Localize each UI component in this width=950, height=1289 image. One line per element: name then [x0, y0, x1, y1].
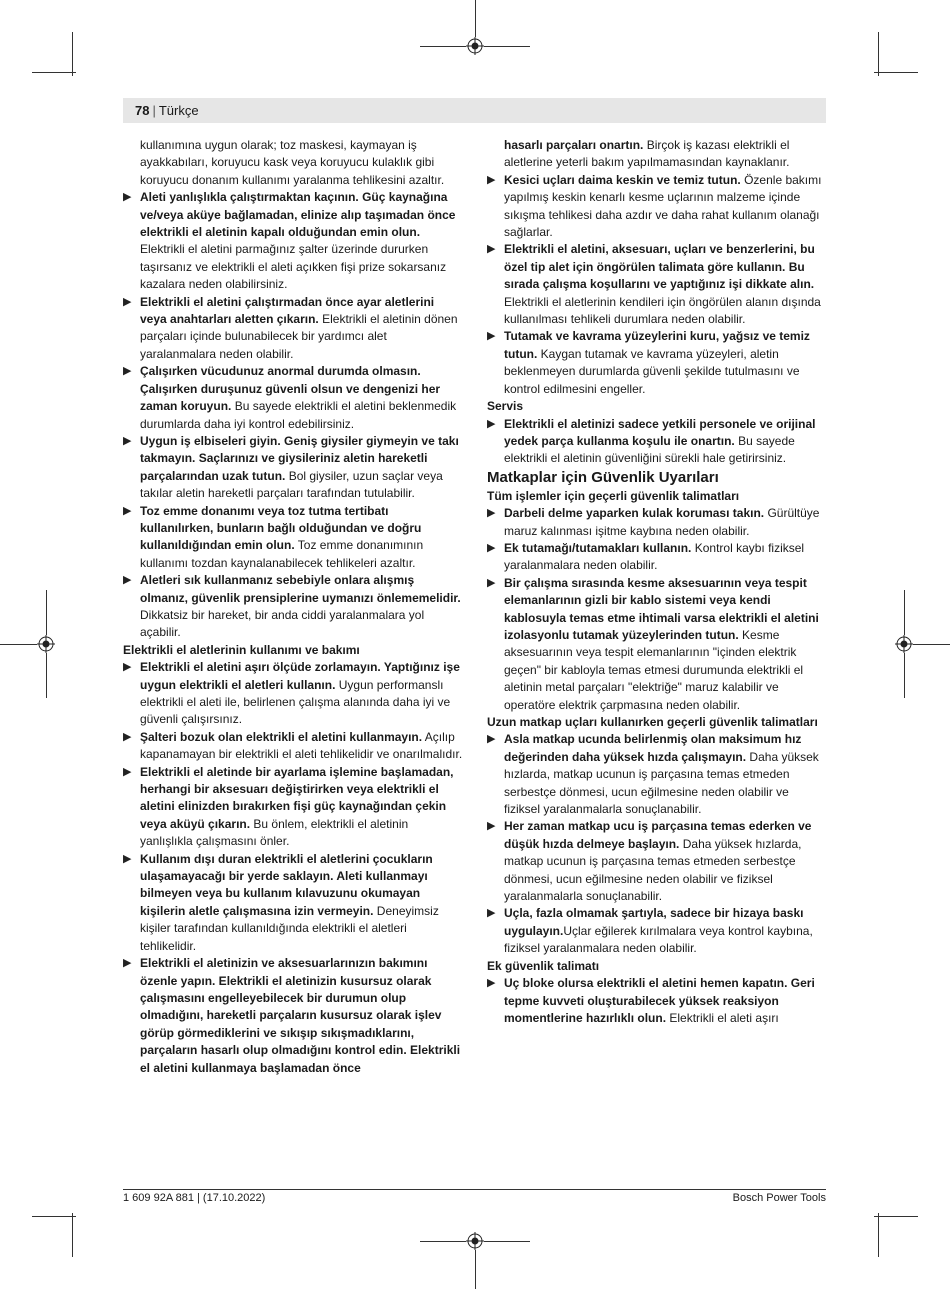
bullet-bold-text: Darbeli delme yaparken kulak koruması takın. — [504, 506, 765, 521]
bullet-text: Elektrikli el aletini parmağınız şalter üzerinde dururken taşırsanız ve elektrikli el aleti açıkken fişi prize sokarsanız kazalara neden olabilirsiniz. — [140, 242, 447, 292]
intro-paragraph: kullanımına uygun olarak; toz maskesi, kaymayan iş ayakkabıları, koruyucu kask veya koruyucu kulaklık gibi koruyucu donanım kullanımı yaralanma tehlikesini azaltır. — [140, 138, 445, 187]
bullet-bold-text: Asla matkap ucunda belirlenmiş olan maksimum hız değerinden daha yüksek hızda çalışmayın. — [504, 732, 802, 764]
bullet-item — [487, 328, 827, 398]
main-heading: Matkaplar için Güvenlik Uyarıları — [487, 468, 719, 486]
crop-mark — [475, 1250, 476, 1289]
registration-mark-icon — [466, 1232, 484, 1250]
crop-mark — [913, 644, 950, 645]
bullet-item — [123, 433, 463, 503]
bullet-bold-text: Aletleri sık kullanmanız sebebiyle onlara alışmış olmanız, güvenlik prensiplerine uymanızı önlememelidir. — [140, 573, 461, 605]
bullet-bold-text: Uçla, fazla olmamak şartıyla, sadece bir hizaya baskı uygulayın. — [504, 906, 804, 938]
bullet-item — [123, 955, 463, 1077]
header-separator: | — [152, 103, 156, 118]
bullet-text: Bu sayede elektrikli el aletini beklenmedik durumlarda daha iyi kontrol edebilirsiniz. — [140, 399, 457, 431]
continuation-paragraph — [487, 137, 827, 172]
crop-mark — [484, 1241, 530, 1242]
registration-mark-icon — [37, 635, 55, 653]
registration-mark-icon — [466, 37, 484, 55]
bullet-text: Elektrikli el aletlerinin kendileri için öngörülen alanın dışında kullanılması tehlikeli durumlara neden olabilir. — [504, 294, 821, 327]
crop-mark — [874, 1216, 918, 1217]
bullet-bold-text: Elektrikli el aletini aşırı ölçüde zorlamayın. Yaptığınız işe uygun elektrikli el aletleri kullanın. — [140, 660, 460, 692]
bullet-item — [123, 572, 463, 642]
bullet-bold-text: Kullanım dışı duran elektrikli el aletlerini çocukların ulaşamayacağı bir yerde saklayın. Aleti kullanmayı bilmeyen veya bu kullanım kılavuzunu okumayan kişilerin aletle çalışmasına izin vermeyin. — [140, 851, 433, 918]
crop-mark — [904, 590, 905, 635]
bullet-text: Kontrol kaybı fiziksel yaralanmalara neden olabilir. — [504, 540, 805, 573]
bullet-text: Bu önlem, elektrikli el aletinin yanlışlıkla çalışmasını önler. — [140, 816, 409, 849]
bullet-item — [123, 764, 463, 851]
bullet-text: Özenle bakımı yapılmış keskin kenarlı kesme uçlarının malzeme içinde sıkışma tehlikesi daha azdır ve daha rahat kullanım olanağı sağlarlar. — [504, 172, 822, 240]
bullet-text: Kaygan tutamak ve kavrama yüzeyleri, aletin beklenmeyen durumlarda güvenli şekilde tutulmasını ve kontrol edilmesini engeller. — [504, 346, 800, 396]
crop-mark — [0, 644, 37, 645]
service-bullet-list — [487, 416, 827, 468]
bullet-list-3 — [487, 975, 827, 1027]
left-section-bullet-list — [123, 659, 463, 1077]
continuation-bold: hasarlı parçaları onartın. — [504, 138, 644, 152]
page-number: 78 — [135, 103, 150, 118]
sub-heading-1: Tüm işlemler için geçerli güvenlik talimatları — [487, 488, 740, 503]
bullet-text: Daha yüksek hızlarda, matkap ucunun iş parçasına temas etmeden serbestçe dönmesi, ucun eğilmesine neden olabilir ve fiziksel yaralanmalarla sonuçlanabilir. — [504, 749, 819, 817]
bullet-text: Toz emme donanımının kullanımı tozdan kaynalanabilecek tehlikeleri azaltır. — [140, 538, 424, 570]
crop-mark — [46, 653, 47, 698]
bullet-bold-text: Uç bloke olursa elektrikli el aletini hemen kapatın. Geri tepme kuvveti oluşturabilecek yüksek reaksiyon momentlerine hazırlıklı olun. — [504, 976, 815, 1025]
bullet-item — [487, 241, 827, 328]
crop-mark — [420, 46, 466, 47]
bullet-text: Daha yüksek hızlarda, matkap ucunun iş parçasına temas etmeden serbestçe dönmesi, ucun eğilmesine neden olabilir ve fiziksel yaralanmalarla sonuçlanabilir. — [504, 836, 802, 904]
crop-mark — [72, 32, 73, 76]
bullet-text: Deneyimsiz kişiler tarafından kullanıldığında elektrikli el aletleri tehlikelidir. — [140, 903, 439, 953]
footer-rule — [123, 1189, 826, 1190]
section-heading: Elektrikli el aletlerinin kullanımı ve bakımı — [123, 642, 360, 657]
crop-mark — [475, 0, 476, 37]
crop-mark — [72, 1213, 73, 1257]
bullet-text: Gürültüye maruz kalınması işitme kaybına neden olabilir. — [504, 506, 820, 538]
bullet-text: Dikkatsiz bir hareket, bir anda ciddi yaralanmalara yol açabilir. — [140, 607, 425, 640]
bullet-bold-text: Kesici uçları daima keskin ve temiz tutun. — [504, 172, 741, 187]
crop-mark — [904, 653, 905, 698]
bullet-text: Elektrikli el aletinin dönen parçaları içinde bulunabilecek bir yardımcı alet yaralanmalara neden olabilir. — [140, 312, 458, 361]
page-header — [123, 98, 826, 123]
bullet-item — [123, 503, 463, 573]
sub-heading-3: Ek güvenlik talimatı — [487, 958, 600, 973]
bullet-text: Elektrikli el aleti aşırı — [666, 1010, 779, 1025]
continuation-text: Birçok iş kazası elektrikli el aletlerine yeterli bakım yapılmamasından kaynaklanır. — [504, 138, 790, 170]
crop-mark — [484, 46, 530, 47]
bullet-item — [123, 659, 463, 729]
bullet-text: Açılıp kapanamayan bir elektrikli el aleti tehlikelidir ve onarılmalıdır. — [140, 729, 463, 762]
left-column — [123, 137, 463, 1077]
bullet-item — [487, 575, 827, 714]
bullet-bold-text: Elektrikli el aletinizin ve aksesuarlarınızın bakımını özenle yapın. Elektrikli el aletinizin kusursuz olarak çalışmasını engelleyebilecek bir durumun olup olmadığını, hareketli parçaların kusursuz olarak işlev görüp görmediklerini ve sıkışıp sıkışmadıklarını, parçaların hasarlı olup olmadığını kontrol edin. Elektrikli el aletini kullanmaya başlamadan önce — [140, 956, 461, 1075]
bullet-item — [123, 294, 463, 364]
right-column — [487, 137, 827, 1027]
sub-heading-2: Uzun matkap uçları kullanırken geçerli güvenlik talimatları — [487, 715, 818, 729]
bullet-bold-text: Elektrikli el aletini çalıştırmadan önce ayar aletlerini veya anahtarları aletten çıkarın. — [140, 294, 435, 327]
bullet-bold-text: Çalışırken vücudunuz anormal durumda olmasın. Çalışırken duruşunuz güvenli olsun ve dengenizi her zaman koruyun. — [140, 364, 441, 414]
bullet-bold-text: Elektrikli el aletinizi sadece yetkili personele ve orijinal yedek parça kullanma koşulu ile onartın. — [504, 416, 816, 448]
bullet-bold-text: Tutamak ve kavrama yüzeylerini kuru, yağsız ve temiz tutun. — [504, 329, 810, 361]
crop-mark — [878, 32, 879, 76]
bullet-item — [487, 731, 827, 818]
bullet-item — [487, 540, 827, 575]
bullet-list-1 — [487, 505, 827, 714]
footer-brand: Bosch Power Tools — [732, 1192, 826, 1204]
bullet-text: Uçlar eğilerek kırılmalara veya kontrol kaybına, fiziksel yaralanmalara neden olabilir. — [504, 923, 813, 956]
crop-mark — [878, 1213, 879, 1257]
service-heading: Servis — [487, 399, 524, 414]
registration-mark-icon — [895, 635, 913, 653]
bullet-bold-text: Her zaman matkap ucu iş parçasına temas ederken ve düşük hızda delmeye başlayın. — [504, 819, 812, 851]
bullet-item — [123, 189, 463, 293]
bullet-bold-text: Aleti yanlışlıkla çalıştırmaktan kaçının. Güç kaynağına ve/veya aküye bağlamadan, elinize alıp taşımadan önce elektrikli el aletinin kapalı olduğundan emin olun. — [140, 190, 456, 240]
bullet-bold-text: Uygun iş elbiseleri giyin. Geniş giysiler giymeyin ve takı takmayın. Saçlarınızı ve giysileriniz aletin hareketli parçalarından uzak tutun. — [140, 433, 459, 483]
bullet-item — [487, 975, 827, 1027]
bullet-list-2 — [487, 731, 827, 957]
bullet-bold-text: Ek tutamağı/tutamakları kullanın. — [504, 540, 692, 555]
bullet-item — [487, 905, 827, 957]
crop-mark — [46, 590, 47, 635]
bullet-bold-text: Elektrikli el aletinde bir ayarlama işlemine başlamadan, herhangi bir aksesuarı değiştirirken veya elektrikli el aletini elinizden bırakırken fişi güç kaynağından çekin veya aküyü çıkarın. — [140, 764, 454, 831]
bullet-item — [487, 818, 827, 905]
bullet-item — [123, 851, 463, 955]
crop-mark — [420, 1241, 466, 1242]
bullet-item — [123, 729, 463, 764]
crop-mark — [874, 72, 918, 73]
right-bullet-list — [487, 172, 827, 398]
footer-doc-code: 1 609 92A 881 | (17.10.2022) — [123, 1192, 266, 1204]
bullet-text: Kesme aksesuarının veya tespit elemanlarının "içinden elektrik geçen" bir kabloyla temas etmesi durumunda elektrikli el aletinin metal parçaları "elektriğe" maruz kalabilir ve operatöre elektrik çarpmasına neden olabilir. — [504, 627, 804, 712]
bullet-item — [123, 363, 463, 433]
bullet-item — [487, 416, 827, 468]
bullet-bold-text: Şalteri bozuk olan elektrikli el aletini kullanmayın. — [140, 729, 423, 744]
bullet-text: Bu sayede elektrikli el aletinin güvenliğini sürekli hale getirirsiniz. — [504, 433, 795, 466]
bullet-bold-text: Toz emme donanımı veya toz tutma tertibatı kullanılırken, bunların bağlı olduğundan ve doğru kullanıldığından emin olun. — [140, 503, 422, 553]
bullet-bold-text: Elektrikli el aletini, aksesuarı, uçları ve benzerlerini, bu özel tip alet için öngörülen talimata göre kullanın. Bu sırada çalışma koşullarını ve yaptığınız işi dikkate alın. — [504, 242, 815, 292]
left-bullet-list — [123, 189, 463, 642]
bullet-text: Bol giysiler, uzun saçlar veya takılar aletin hareketli parçaları tarafından tutulabilir. — [140, 468, 443, 501]
crop-mark — [32, 1216, 76, 1217]
bullet-text: Uygun performanslı elektrikli el aleti ile, belirlenen çalışma alanında daha iyi ve güvenli çalışırsınız. — [140, 677, 451, 727]
header-language: Türkçe — [158, 103, 199, 118]
bullet-bold-text: Bir çalışma sırasında kesme aksesuarının veya tespit elemanlarının gizli bir kablo sistemi veya kendi kablosuyla temas etme ihtimali varsa elektrikli el aletini izolasyonlu tutamak yüzeylerinden tutun. — [504, 575, 819, 642]
bullet-item — [487, 172, 827, 242]
bullet-item — [487, 505, 827, 540]
crop-mark — [32, 72, 76, 73]
